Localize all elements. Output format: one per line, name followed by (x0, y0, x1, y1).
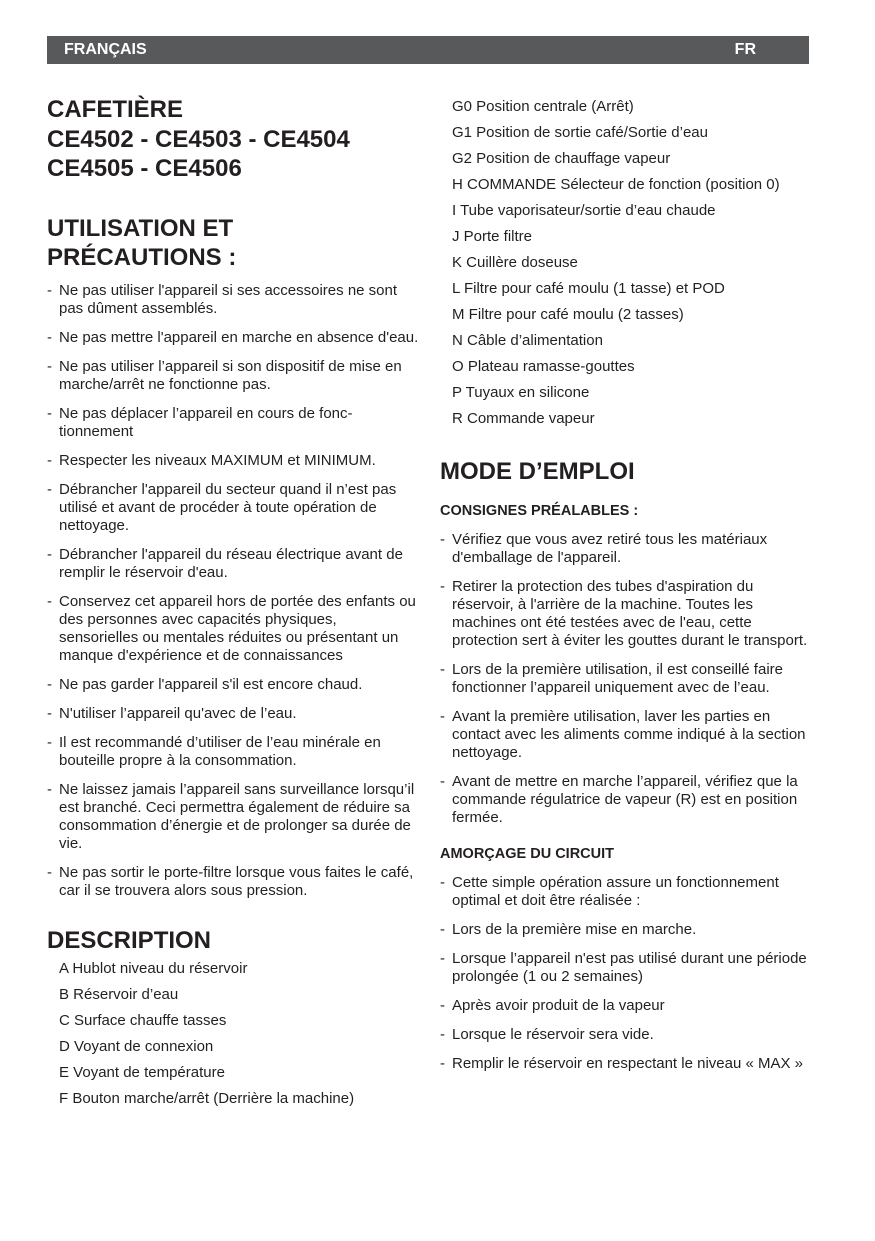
list-item: G1 Position de sortie café/Sortie d’eau (452, 124, 708, 141)
list-item: - Ne pas utiliser l'appareil si ses accessoires ne sont pas dûment assemblés. (47, 282, 419, 318)
description-list (47, 959, 419, 1109)
list-item: - Ne pas sortir le porte-filtre lorsque vous faites le café, car il se trouvera alors sous pression. (47, 864, 419, 900)
mode-emploi-heading: MODE D’EMPLOI (440, 458, 635, 485)
list-item: - Retirer la protection des tubes d'aspiration du réservoir, à l'arrière de la machine. Toutes les machines ont été testées avec de l'eau, cette protection sert à éviter les gouttes durant le transport. (440, 578, 812, 650)
list-item: G0 Position centrale (Arrêt) (452, 98, 634, 115)
list-item: M Filtre pour café moulu (2 tasses) (452, 306, 684, 323)
list-item: - Ne pas garder l'appareil s'il est encore chaud. (47, 676, 419, 694)
list-item: D Voyant de connexion (59, 1037, 214, 1055)
list-item: O Plateau ramasse-gouttes (452, 358, 635, 375)
list-item: - Avant la première utilisation, laver les parties en contact avec les aliments comme indiqué à la section nettoyage. (440, 708, 812, 762)
language-label: FRANÇAIS (64, 41, 147, 58)
list-item: - Lors de la première utilisation, il est conseillé faire fonctionner l’appareil uniquement avec de l’eau. (440, 661, 812, 697)
precautions-heading (47, 214, 419, 272)
list-item: - Respecter les niveaux MAXIMUM et MINIMUM. (47, 452, 419, 470)
list-item: I Tube vaporisateur/sortie d’eau chaude (452, 202, 716, 219)
amorcage-list (440, 874, 812, 1073)
list-item: - Lorsque l’appareil n'est pas utilisé durant une période prolongée (1 ou 2 semaines) (440, 950, 812, 986)
list-item: - Après avoir produit de la vapeur (440, 997, 812, 1015)
description-list-continued (440, 97, 812, 429)
list-item: - Cette simple opération assure un fonctionnement optimal et doit être réalisée : (440, 874, 812, 910)
list-item: - Lorsque le réservoir sera vide. (440, 1026, 812, 1044)
list-item: - Ne pas déplacer l’appareil en cours de fonctionnement (47, 405, 419, 441)
list-item: E Voyant de température (59, 1063, 225, 1081)
list-item: - Avant de mettre en marche l’appareil, vérifiez que la commande régulatrice de vapeur (R) est en position fermée. (440, 773, 812, 827)
list-item: - Débrancher l'appareil du réseau électrique avant de remplir le réservoir d'eau. (47, 546, 419, 582)
amorcage-heading: AMORÇAGE DU CIRCUIT (440, 846, 614, 862)
heading-line: PRÉCAUTIONS : (47, 243, 237, 271)
title-line: CAFETIÈRE (47, 96, 184, 123)
consignes-list (440, 531, 812, 827)
list-item: G2 Position de chauffage vapeur (452, 150, 671, 167)
list-item: R Commande vapeur (452, 410, 595, 427)
list-item: - N'utiliser l’appareil qu'avec de l’eau. (47, 705, 419, 723)
list-item: - Ne pas utiliser l’appareil si son dispositif de mise en marche/arrêt ne fonctionne pas. (47, 358, 419, 394)
precautions-list (47, 282, 419, 900)
language-code: FR (734, 41, 756, 58)
product-title (47, 95, 419, 184)
list-item: - Lors de la première mise en marche. (440, 921, 812, 939)
list-item: - Remplir le réservoir en respectant le niveau « MAX » (440, 1055, 812, 1073)
right-column (440, 97, 812, 1084)
list-item: - Vérifiez que vous avez retiré tous les matériaux d'emballage de l'appareil. (440, 531, 812, 567)
list-item: A Hublot niveau du réservoir (59, 959, 248, 977)
description-heading: DESCRIPTION (47, 926, 212, 954)
list-item: F Bouton marche/arrêt (Derrière la machine) (59, 1089, 355, 1107)
list-item: K Cuillère doseuse (452, 254, 578, 271)
list-item: P Tuyaux en silicone (452, 384, 590, 401)
list-item: N Câble d’alimentation (452, 332, 603, 349)
list-item: L Filtre pour café moulu (1 tasse) et POD (452, 280, 725, 297)
list-item: C Surface chauffe tasses (59, 1011, 227, 1029)
left-column (47, 95, 419, 1115)
list-item: - Ne pas mettre l'appareil en marche en absence d'eau. (47, 329, 419, 347)
title-line: CE4505 - CE4506 (47, 155, 242, 182)
list-item: - Débrancher l'appareil du secteur quand il n’est pas utilisé et avant de procéder à toute opération de nettoyage. (47, 481, 419, 535)
list-item: - Ne laissez jamais l’appareil sans surveillance lorsqu’il est branché. Ceci permettra également de réduire sa consommation d’énergie et de prolonger sa durée de vie. (47, 781, 419, 853)
title-line: CE4502 - CE4503 - CE4504 (47, 125, 350, 153)
list-item: J Porte filtre (452, 228, 533, 245)
page-header-bar (47, 36, 809, 64)
list-item: - Il est recommandé d’utiliser de l’eau minérale en bouteille propre à la consommation. (47, 734, 419, 770)
list-item: H COMMANDE Sélecteur de fonction (position 0) (452, 176, 780, 193)
list-item: - Conservez cet appareil hors de portée des enfants ou des personnes avec capacités physiques, sensorielles ou mentales réduites ou présentant un manque d'expérience et de connaissances (47, 593, 419, 665)
list-item: B Réservoir d’eau (59, 985, 179, 1003)
heading-line: UTILISATION ET (47, 214, 234, 242)
consignes-heading: CONSIGNES PRÉALABLES : (440, 503, 639, 519)
